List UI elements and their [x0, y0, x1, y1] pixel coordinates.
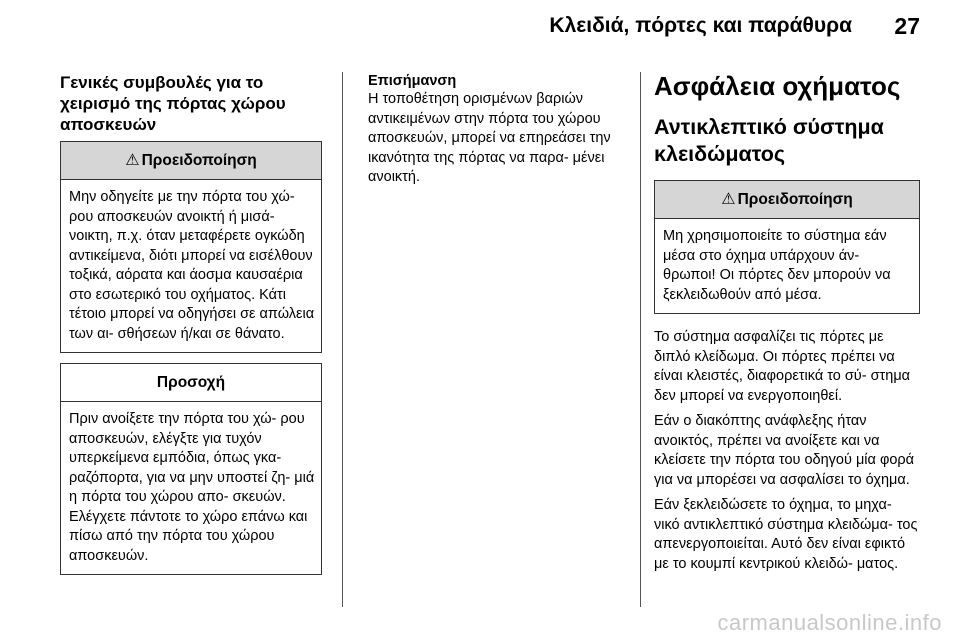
body-paragraph: Το σύστημα ασφαλίζει τις πόρτες με διπλό κλείδωμα. Οι πόρτες πρέπει να είναι κλειστές, διαφορετικά το σύ- στημα δεν μπορεί να ενεργοποιηθεί. [654, 329, 911, 404]
vehicle-security-heading: Ασφάλεια οχήματος [654, 71, 901, 101]
section-title: Κλειδιά, πόρτες και παράθυρα [549, 14, 852, 37]
tailgate-advice-heading: Γενικές συμβουλές για το χειρισμό της πόρτας χώρου αποσκευών [60, 73, 286, 134]
warning-title: Προειδοποίηση [737, 191, 853, 208]
anti-theft-heading: Αντικλεπτικό σύστημα κλειδώματος [654, 115, 884, 166]
warning-box-header [61, 142, 321, 180]
caution-text: Πριν ανοίξετε την πόρτα του χώ- ρου αποσκευών, ελέγξτε για τυχόν υπερκείμενα εμπόδια, όπως γκα- ραζόπορτα, για να μην υποστεί ζη- μιά η πόρτα του χώρου απο- σκευών. Ελέγχετε πάντοτε το χώρο επάνω και πίσω από την πόρτα του χώρου αποσκευών. [69, 411, 315, 564]
note-title: Επισήμανση [368, 73, 457, 89]
column-left [60, 72, 322, 585]
warning-triangle-icon: ⚠ [125, 152, 140, 169]
column-divider [342, 72, 343, 607]
warning-box [654, 180, 920, 314]
warning-triangle-icon: ⚠ [721, 191, 736, 208]
column-middle [368, 72, 630, 194]
warning-box-header [655, 181, 919, 219]
body-paragraph: Εάν ο διακόπτης ανάφλεξης ήταν ανοικτός, πρέπει να ανοίξετε και να κλείσετε την πόρτα του οδηγού μία φορά για να μπορέσει να ασφαλίσει το όχημα. [654, 413, 915, 488]
warning-title: Προειδοποίηση [141, 152, 257, 169]
body-paragraph: Εάν ξεκλειδώσετε το όχημα, το μηχα- νικό αντικλεπτικό σύστημα κλειδώμα- τος απενεργοποιείται. Αυτό δεν είναι εφικτό με το κουμπί κεντρικού κλειδώ- ματος. [654, 497, 918, 572]
warning-text: Μη χρησιμοποιείτε το σύστημα εάν μέσα στο όχημα υπάρχουν άν- θρωποι! Οι πόρτες δεν μπορούν να ξεκλειδωθούν από μέσα. [663, 228, 891, 303]
warning-box [60, 141, 322, 353]
page-header [0, 0, 960, 62]
page-number: 27 [894, 13, 920, 39]
caution-box [60, 363, 322, 575]
column-right [654, 72, 920, 580]
caution-box-header: Προσοχή [61, 364, 321, 402]
note-text: Η τοποθέτηση ορισμένων βαριών αντικειμένων στην πόρτα του χώρου αποσκευών, μπορεί να επηρεάσει την ικανότητα της πόρτας να παρα- μένει ανοικτή. [368, 91, 611, 185]
column-divider [640, 72, 641, 607]
warning-text: Μην οδηγείτε με την πόρτα του χώ- ρου αποσκευών ανοικτή ή μισά- νοικτη, π.χ. όταν μεταφέρετε ογκώδη αντικείμενα, διότι μπορεί να εισέλθουν τοξικά, αόρατα και άοσμα καυσαέρια στο εσωτερικό του οχήματος. Κάτι τέτοιο μπορεί να οδηγήσει σε απώλεια των αι- σθήσεων ή/και σε θάνατο. [69, 189, 315, 342]
watermark: carmanualsonline.info [717, 610, 942, 635]
